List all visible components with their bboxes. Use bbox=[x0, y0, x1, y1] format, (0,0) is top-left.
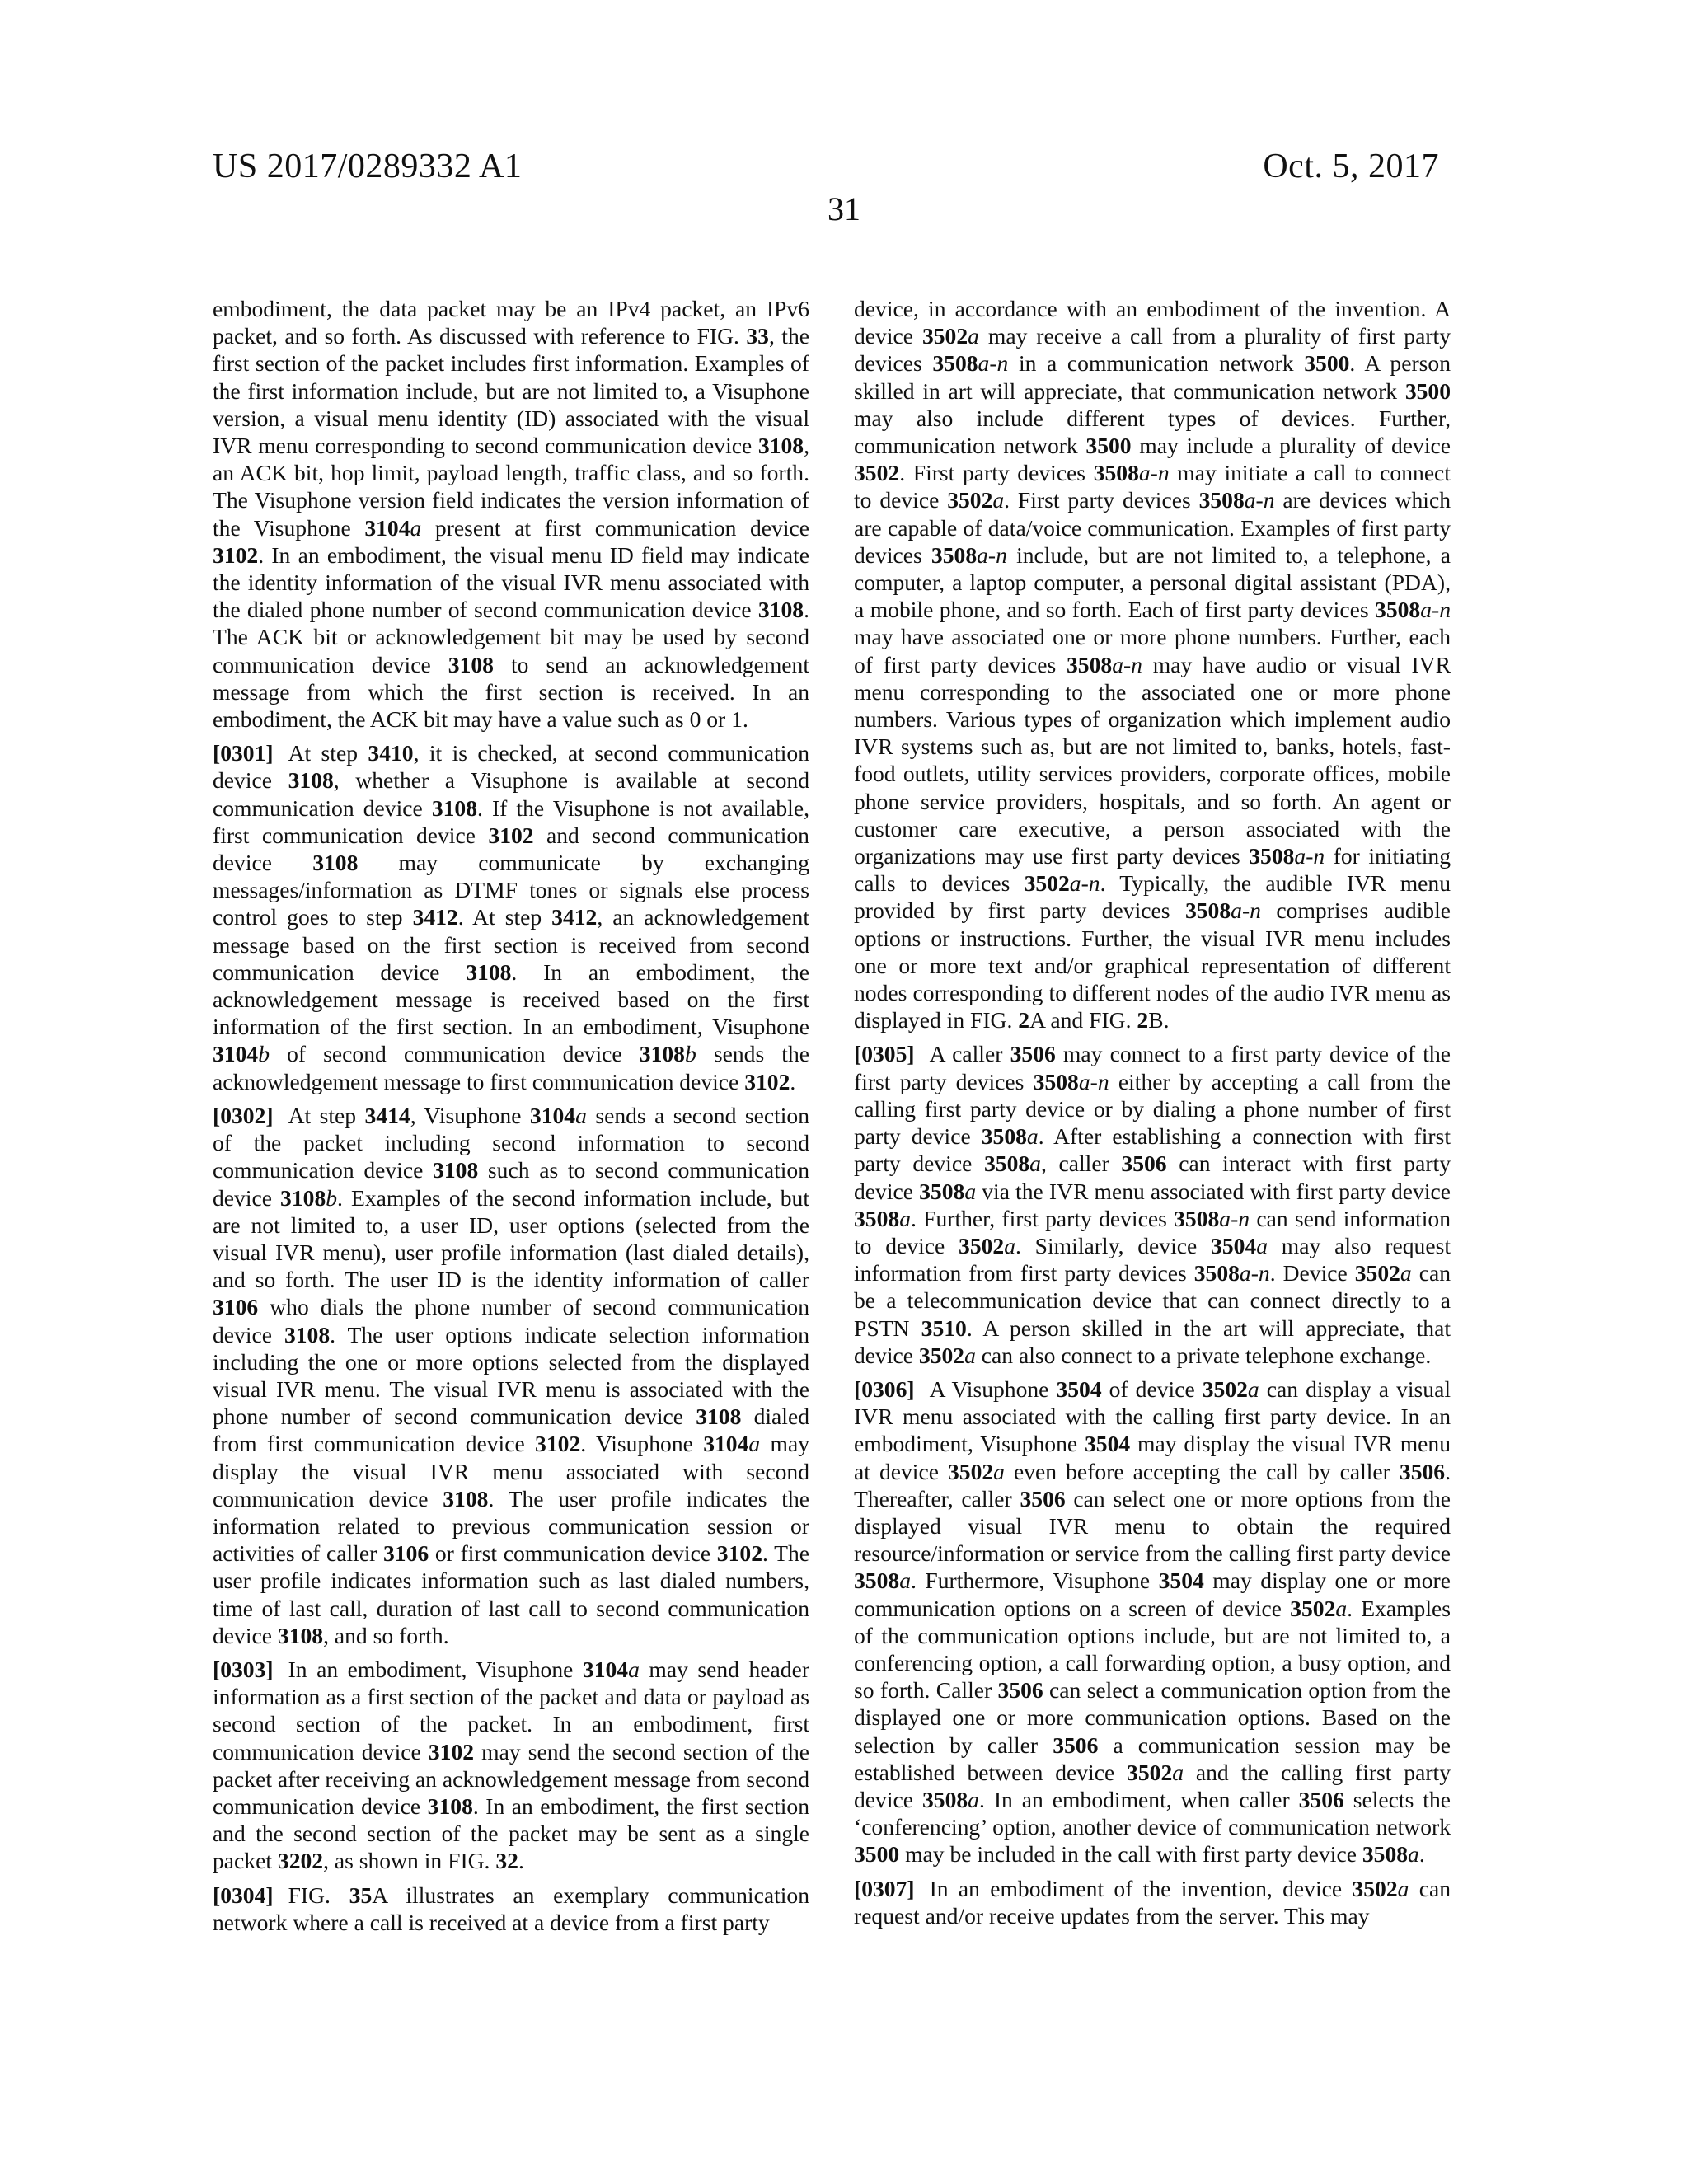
paragraph-number: [0307] bbox=[854, 1875, 915, 1901]
left-column bbox=[213, 295, 809, 1943]
publication-number: US 2017/0289332 A1 bbox=[213, 148, 523, 185]
paragraph bbox=[854, 1040, 1451, 1368]
paragraph-text: At step 3410, it is checked, at second communication device 3108, whether a Visuphone is available at second communication device 3108. If the Visuphone is not available, first communication device 3102 and second communication device 3108 may communicate by exchanging messages/information as DTMF tones or signals else process control goes to step 3412. At step 3412, an acknowledgement message based on the first section is received from second communication device 3108. In an embodiment, the acknowledgement message is received based on the first information of the first section. In an embodiment, Visuphone 3104b of second communication device 3108b sends the acknowledgement message to first communication device 3102. bbox=[213, 740, 810, 1094]
paragraph-number: [0301] bbox=[213, 740, 274, 766]
paragraph-number: [0303] bbox=[213, 1656, 274, 1682]
paragraph bbox=[854, 295, 1451, 1033]
paragraph bbox=[213, 1656, 809, 1875]
paragraph-text: FIG. 35A illustrates an exemplary communication network where a call is received at a device from a first party bbox=[213, 1882, 810, 1935]
paragraph-number: [0302] bbox=[213, 1102, 274, 1128]
paragraph bbox=[213, 1102, 809, 1649]
paragraph-text: device, in accordance with an embodiment of the invention. A device 3502a may receive a call from a plurality of first party devices 3508a-n in a communication network 3500. A person skilled in art will appreciate, that communication network 3500 may also include different types of devices. Further, communication network 3500 may include a plurality of device 3502. First party devices 3508a-n may initiate a call to connect to device 3502a. First party devices 3508a-n are devices which are capable of data/voice communication. Examples of first party devices 3508a-n include, but are not limited to, a telephone, a computer, a laptop computer, a personal digital assistant (PDA), a mobile phone, and so forth. Each of first party devices 3508a-n may have associated one or more phone numbers. Further, each of first party devices 3508a-n may have audio or visual IVR menu corresponding to the associated one or more phone numbers. Various types of organization which implement audio IVR systems such as, but are not limited to, banks, hotels, fast-food outlets, utility services providers, corporate offices, mobile phone service providers, hospitals, and so forth. An agent or customer care executive, a person associated with the organizations may use first party devices 3508a-n for initiating calls to devices 3502a-n. Typically, the audible IVR menu provided by first party devices 3508a-n comprises audible options or instructions. Further, the visual IVR menu includes one or more text and/or graphical representation of different nodes corresponding to different nodes of the audio IVR menu as displayed in FIG. 2A and FIG. 2B. bbox=[854, 296, 1451, 1033]
paragraph bbox=[854, 1376, 1451, 1868]
paragraph-number: [0304] bbox=[213, 1882, 274, 1908]
paragraph-text: At step 3414, Visuphone 3104a sends a second section of the packet including second information to second communication device 3108 such as to second communication device 3108b. Examples of the second information include, but are not limited to, a user ID, user options (selected from the visual IVR menu), user profile information (last dialed details), and so forth. The user ID is the identity information of caller 3106 who dials the phone number of second communication device 3108. The user options indicate selection information including the one or more options selected from the displayed visual IVR menu. The visual IVR menu is associated with the phone number of second communication device 3108 dialed from first communication device 3102. Visuphone 3104a may display the visual IVR menu associated with second communication device 3108. The user profile indicates the information related to previous communication session or activities of caller 3106 or first communication device 3102. The user profile indicates information such as last dialed numbers, time of last call, duration of last call to second communication device 3108, and so forth. bbox=[213, 1102, 810, 1648]
paragraph bbox=[213, 1882, 809, 1936]
paragraph-text: In an embodiment of the invention, device 3502a can request and/or receive updates from the server. This may bbox=[854, 1875, 1451, 1929]
paragraph-number: [0306] bbox=[854, 1376, 915, 1402]
paragraph-text: embodiment, the data packet may be an IPv4 packet, an IPv6 packet, and so forth. As discussed with reference to FIG. 33, the first section of the packet includes first information. Examples of the first information include, but are not limited to, a Visuphone version, a visual menu identity (ID) associated with the visual IVR menu corresponding to second communication device 3108, an ACK bit, hop limit, payload length, traffic class, and so forth. The Visuphone version field indicates the version information of the Visuphone 3104a present at first communication device 3102. In an embodiment, the visual menu ID field may indicate the identity information of the visual IVR menu associated with the dialed phone number of second communication device 3108. The ACK bit or acknowledgement bit may be used by second communication device 3108 to send an acknowledgement message from which the first section is received. In an embodiment, the ACK bit may have a value such as 0 or 1. bbox=[213, 296, 809, 733]
publication-date: Oct. 5, 2017 bbox=[1263, 148, 1439, 185]
paragraph bbox=[854, 1875, 1451, 1929]
paragraph-text: A Visuphone 3504 of device 3502a can display a visual IVR menu associated with the calling first party device. In an embodiment, Visuphone 3504 may display the visual IVR menu at device 3502a even before accepting the call by caller 3506. Thereafter, caller 3506 can select one or more options from the displayed visual IVR menu to obtain the required resource/information or service from the calling first party device 3508a. Furthermore, Visuphone 3504 may display one or more communication options on a screen of device 3502a. Examples of the communication options include, but are not limited to, a conferencing option, a call forwarding option, a busy option, and so forth. Caller 3506 can select a communication option from the displayed one or more communication options. Based on the selection by caller 3506 a communication session may be established between device 3502a and the calling first party device 3508a. In an embodiment, when caller 3506 selects the ‘conferencing’ option, another device of communication network 3500 may be included in the call with first party device 3508a. bbox=[854, 1376, 1451, 1868]
right-column bbox=[854, 295, 1451, 1936]
paragraph-number: [0305] bbox=[854, 1041, 915, 1067]
paragraph bbox=[213, 295, 809, 733]
paragraph bbox=[213, 739, 809, 1095]
page-number: 31 bbox=[828, 190, 860, 227]
paragraph-text: In an embodiment, Visuphone 3104a may send header information as a first section of the packet and data or payload as second section of the packet. In an embodiment, first communication device 3102 may send the second section of the packet after receiving an acknowledgement message from second communication device 3108. In an embodiment, the first section and the second section of the packet may be sent as a single packet 3202, as shown in FIG. 32. bbox=[213, 1656, 810, 1874]
paragraph-text: A caller 3506 may connect to a first party device of the first party devices 3508a-n either by accepting a call from the calling first party device or by dialing a phone number of first party device 3508a. After establishing a connection with first party device 3508a, caller 3506 can interact with first party device 3508a via the IVR menu associated with first party device 3508a. Further, first party devices 3508a-n can send information to device 3502a. Similarly, device 3504a may also request information from first party devices 3508a-n. Device 3502a can be a telecommunication device that can connect directly to a PSTN 3510. A person skilled in the art will appreciate, that device 3502a can also connect to a private telephone exchange. bbox=[854, 1041, 1451, 1368]
